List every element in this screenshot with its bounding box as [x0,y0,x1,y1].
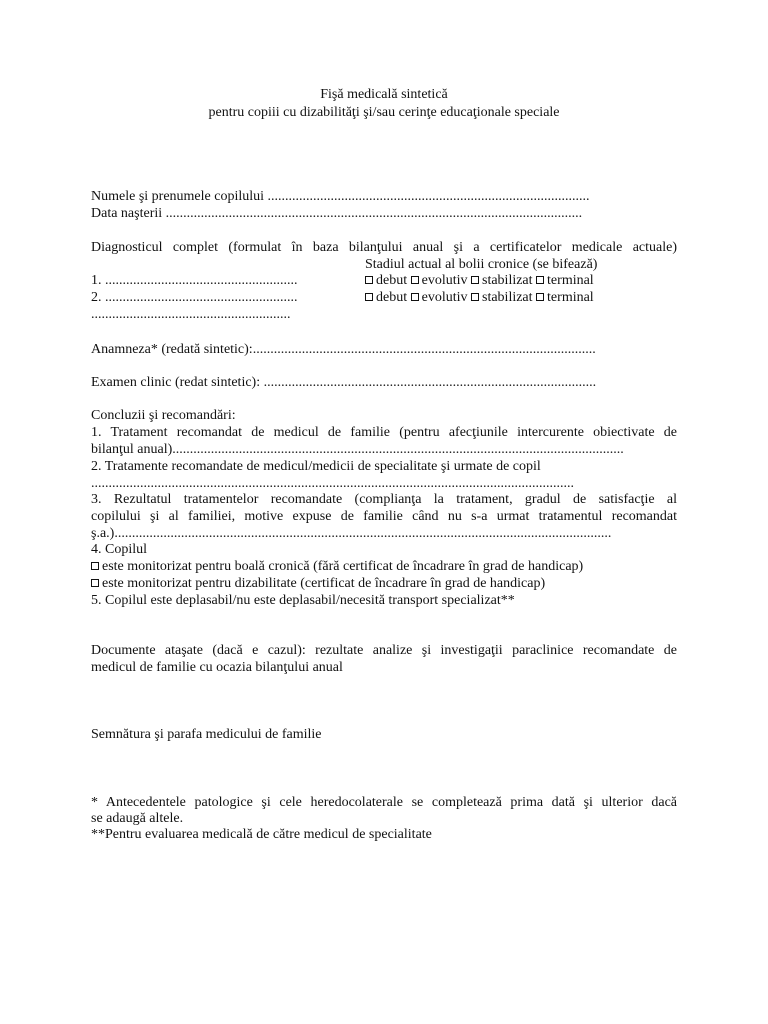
checkbox-terminal-1[interactable] [536,276,544,284]
signature-label: Semnătura şi parafa medicului de familie [91,727,322,742]
checkbox-stabilizat-1[interactable] [471,276,479,284]
checkbox-chronic-disease[interactable] [91,562,99,570]
footnote-2: **Pentru evaluarea medicală de către medicul de specialitate [91,827,432,842]
documents-line-1: Documente ataşate (dacă e cazul): rezultate analize şi investigaţii paraclinice recomandate de [91,643,677,658]
checkbox-disability[interactable] [91,579,99,587]
checkbox-stabilizat-2[interactable] [471,293,479,301]
checkbox-terminal-2[interactable] [536,293,544,301]
conclusion-5: 5. Copilul este deplasabil/nu este deplasabil/necesită transport specializat** [91,593,515,608]
anamnesis-field[interactable]: Anamneza* (redată sintetic):.................................................................................................. [91,342,596,357]
conclusion-4-option-2: este monitorizat pentru dizabilitate (certificat de încadrare în grad de handicap) [91,575,677,592]
footnote-1-line-1: * Antecedentele patologice şi cele heredocolaterale se completează prima dată şi ulterior dacă [91,795,677,810]
checkbox-evolutiv-2[interactable] [411,293,419,301]
document-subtitle: pentru copiii cu dizabilităţi şi/sau cerinţe educaţionale speciale [208,105,560,120]
checkbox-debut-2[interactable] [365,293,373,301]
conclusion-3-line-3[interactable]: ş.a.).............................................................................................................................................. [91,526,612,541]
stage-header: Stadiul actual al bolii cronice (se bifează) [365,257,598,272]
conclusion-3-line-1: 3. Rezultatul tratamentelor recomandate (complianţa la tratament, gradul de satisfacţie al [91,492,677,507]
documents-line-2: medicul de familie cu ocazia bilanţului anual [91,660,343,675]
document-title: Fişă medicală sintetică [320,87,448,102]
diagnosis-line-3[interactable]: ......................................................... [91,307,291,322]
birth-date-field[interactable]: Data naşterii ....................................................................................................................... [91,206,583,221]
checkbox-evolutiv-1[interactable] [411,276,419,284]
child-name-field[interactable]: Numele şi prenumele copilului ............................................................................................ [91,189,590,204]
conclusion-3-line-2: copilului şi al familiei, motive expuse de familie când nu s-a urmat tratamentul recomandat [91,509,677,524]
conclusion-4-option-1: este monitorizat pentru boală cronică (fără certificat de încadrare în grad de handicap) [91,558,677,575]
conclusions-heading: Concluzii şi recomandări: [91,408,236,423]
stage-options-2: debut evolutiv stabilizat terminal [365,289,594,306]
footnote-1-line-2: se adaugă altele. [91,811,184,826]
diagnosis-line-2[interactable]: 2. ....................................................... [91,290,298,305]
conclusion-4-heading: 4. Copilul [91,542,148,557]
clinical-exam-field[interactable]: Examen clinic (redat sintetic): ............................................................................................... [91,375,597,390]
checkbox-debut-1[interactable] [365,276,373,284]
conclusion-2-line-1: 2. Tratamente recomandate de medicul/medicii de specialitate şi urmate de copil [91,459,541,474]
stage-options-1: debut evolutiv stabilizat terminal [365,272,594,289]
conclusion-2-line-2[interactable]: .......................................................................................................................................... [91,476,574,491]
diagnosis-label: Diagnosticul complet (formulat în baza bilanţului anual şi a certificatelor medicale actuale) [91,240,677,255]
conclusion-1-line-2[interactable]: bilanţul anual)................................................................................................................................. [91,442,624,457]
diagnosis-line-1[interactable]: 1. ....................................................... [91,273,298,288]
conclusion-1-line-1: 1. Tratament recomandat de medicul de familie (pentru afecţiunile intercurente obiectivate de [91,425,677,440]
